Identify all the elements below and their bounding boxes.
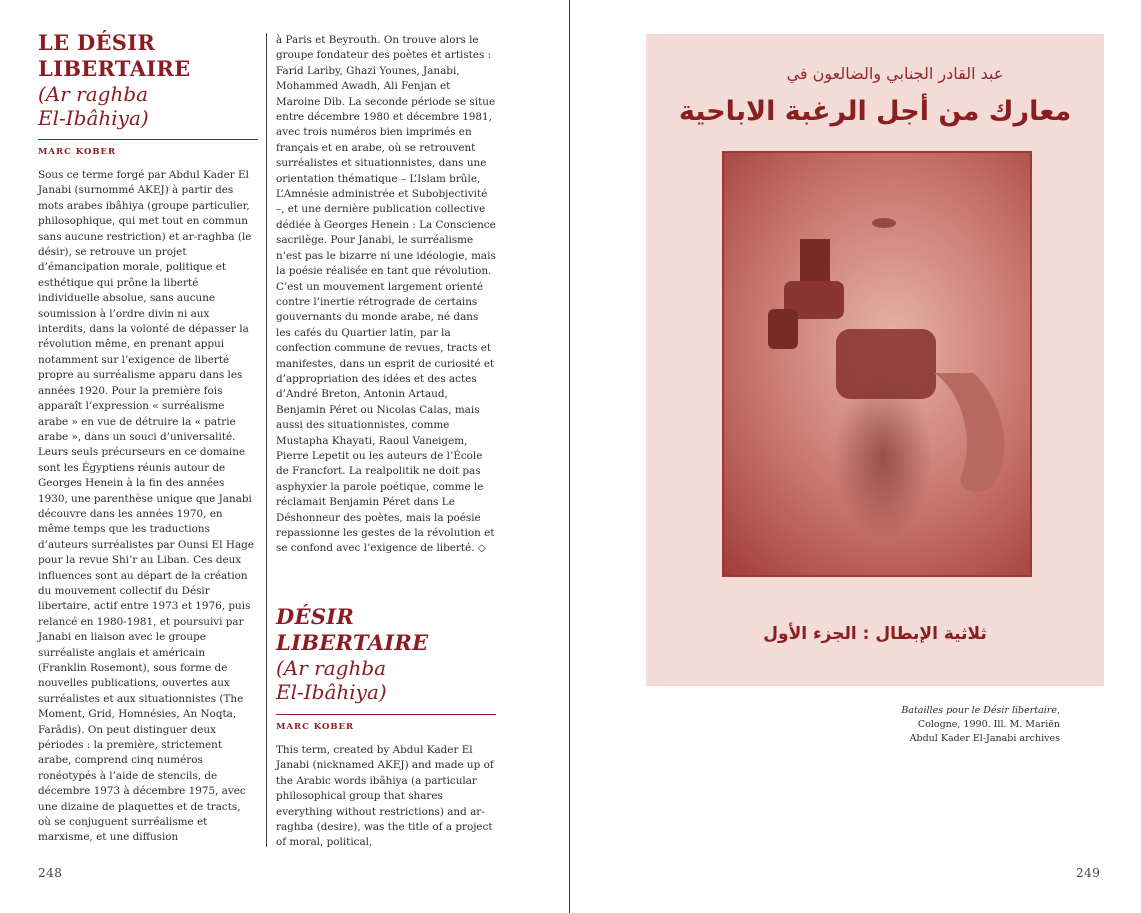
header-rule xyxy=(38,139,258,140)
article-title-line1: DÉSIR xyxy=(276,604,355,629)
author-byline: MARC KOBER xyxy=(276,722,355,732)
cover-author: عبد القادر الجنابي والضالعون في xyxy=(786,64,1004,83)
column-divider xyxy=(266,33,267,847)
page-number: 249 xyxy=(1076,866,1101,880)
left-page xyxy=(0,0,569,913)
body-column-1 xyxy=(38,168,256,846)
article-header xyxy=(38,30,258,130)
article-subtitle-line1: (Ar raghba xyxy=(38,82,149,106)
body-paragraph: à Paris et Beyrouth. On trouve alors le groupe fondateur des poètes et artistes : Farid Lariby, Ghazi Younes, Janabi, Mohammed Awadh, Ali Fenjan et Maroine Dib. La seconde période se situe entre décembre 1980 et décembre 1981, avec trois numéros bien imprimés en français et en arabe, où se retrouvent surréalistes et situationnistes, dans une orientation thématique – L’Islam brûle, L’Amnésie administrée et Subobjectivité –, et une dernière publication collective dédiée à Georges Henein : La Conscience sacrilège. Pour Janabi, le surréalisme n’est pas le bizarre ni une idéologie, mais la poésie réalisée en tant que révolution. C’est un mouvement largement orienté contre l’inertie rétrograde de certains gouvernants du monde arabe, né dans les cafés du Quartier latin, par la confection commune de revues, tracts et manifestes, dans un esprit de curiosité et d’appropriation des idées et des actes d’André Breton, Antonin Artaud, Benjamin Péret ou Nicolas Calas, mais aussi des situationnistes, comme Mustapha Khayati, Raoul Vaneigem, Pierre Lepetit ou les auteurs de l’École de Francfort. La realpolitik ne doit pas asphyxier la parole poétique, comme le réclamait Benjamin Péret dans Le Déshonneur des poètes, mais la poésie repassionne les gestes de la révolution et se confond avec l’exigence de liberté. ◇ xyxy=(276,34,496,555)
article-title-line2: LIBERTAIRE xyxy=(276,630,429,655)
article-title-line2: LIBERTAIRE xyxy=(38,56,191,81)
book-cover-plate xyxy=(646,34,1104,686)
caption-line: Abdul Kader El-Janabi archives xyxy=(909,733,1060,744)
article-title-line1: LE DÉSIR xyxy=(38,30,156,55)
article-subtitle-line1: (Ar raghba xyxy=(276,656,387,680)
body-column-2 xyxy=(276,33,496,557)
figure-caption xyxy=(880,704,1060,746)
cover-footer: ثلاثية الإبطال : الجزء الأول xyxy=(763,624,987,644)
cover-photograph xyxy=(722,151,1032,577)
article-subtitle-line2: El-Ibâhiya) xyxy=(276,680,387,704)
body-paragraph: Sous ce terme forgé par Abdul Kader El Janabi (surnommé AKEJ) à partir des mots arabes ibâhiya (groupe particulier, philosophique, qui met tout en commun sans aucune restriction) et ar-raghba (le désir), se retrouve un projet d’émancipation morale, politique et esthétique qui prône la liberté individuelle absolue, sans aucune soumission à l’ordre divin ni aux interdits, dans la volonté de dépasser la révolution même, en prenant appui notamment sur l’exigence de liberté propre au surréalisme apparu dans les années 1920. Pour la première fois apparaît l’expression « surréalisme arabe » en vue de détruire la « patrie arabe », dans un souci d’universalité. Leurs seuls précurseurs en ce domaine sont les Égyptiens réunis autour de Georges Henein à la fin des années 1930, une parenthèse unique que Janabi découvre dans les années 1970, en même temps que les traductions d’auteurs surréalistes par Ounsi El Hage pour la revue Shi’r au Liban. Ces deux influences sont au départ de la création du mouvement collectif du Désir libertaire, actif entre 1973 et 1976, puis relancé en 1980-1981, et poursuivi par Janabi en liaison avec le groupe surréaliste anglais et américain (Franklin Rosemont), sous forme de nouvelles publications, ouvertes aux surréalistes et aux situationnistes (The Moment, Grid, Homnésies, An Noqta, Farâdis). On peut distinguer deux périodes : la première, strictement arabe, comprend cinq numéros ronéotypés à l’aide de stencils, de décembre 1973 à décembre 1975, avec une dizaine de plaquettes et de tracts, où se conjuguent surréalisme et marxisme, et une diffusion xyxy=(38,169,254,844)
body-column-english xyxy=(276,743,496,851)
header-rule xyxy=(276,714,496,715)
caption-title: Batailles pour le Désir libertaire, xyxy=(901,705,1060,716)
article-subtitle-line2: El-Ibâhiya) xyxy=(38,106,149,130)
body-paragraph: This term, created by Abdul Kader El Janabi (nicknamed AKEJ) and made up of the Arabic words ibâhiya (a particular philosophical group that shares everything without restrictions) and ar-raghba (desire), was the title of a project of moral, political, xyxy=(276,744,494,849)
author-byline: MARC KOBER xyxy=(38,147,117,157)
article-header-english xyxy=(276,604,496,704)
faucet-illustration xyxy=(724,153,1030,575)
page-number: 248 xyxy=(38,866,63,880)
cover-title: معارك من أجل الرغبة الاباحية xyxy=(678,96,1072,127)
caption-line: Cologne, 1990. Ill. M. Mariën xyxy=(917,719,1060,730)
